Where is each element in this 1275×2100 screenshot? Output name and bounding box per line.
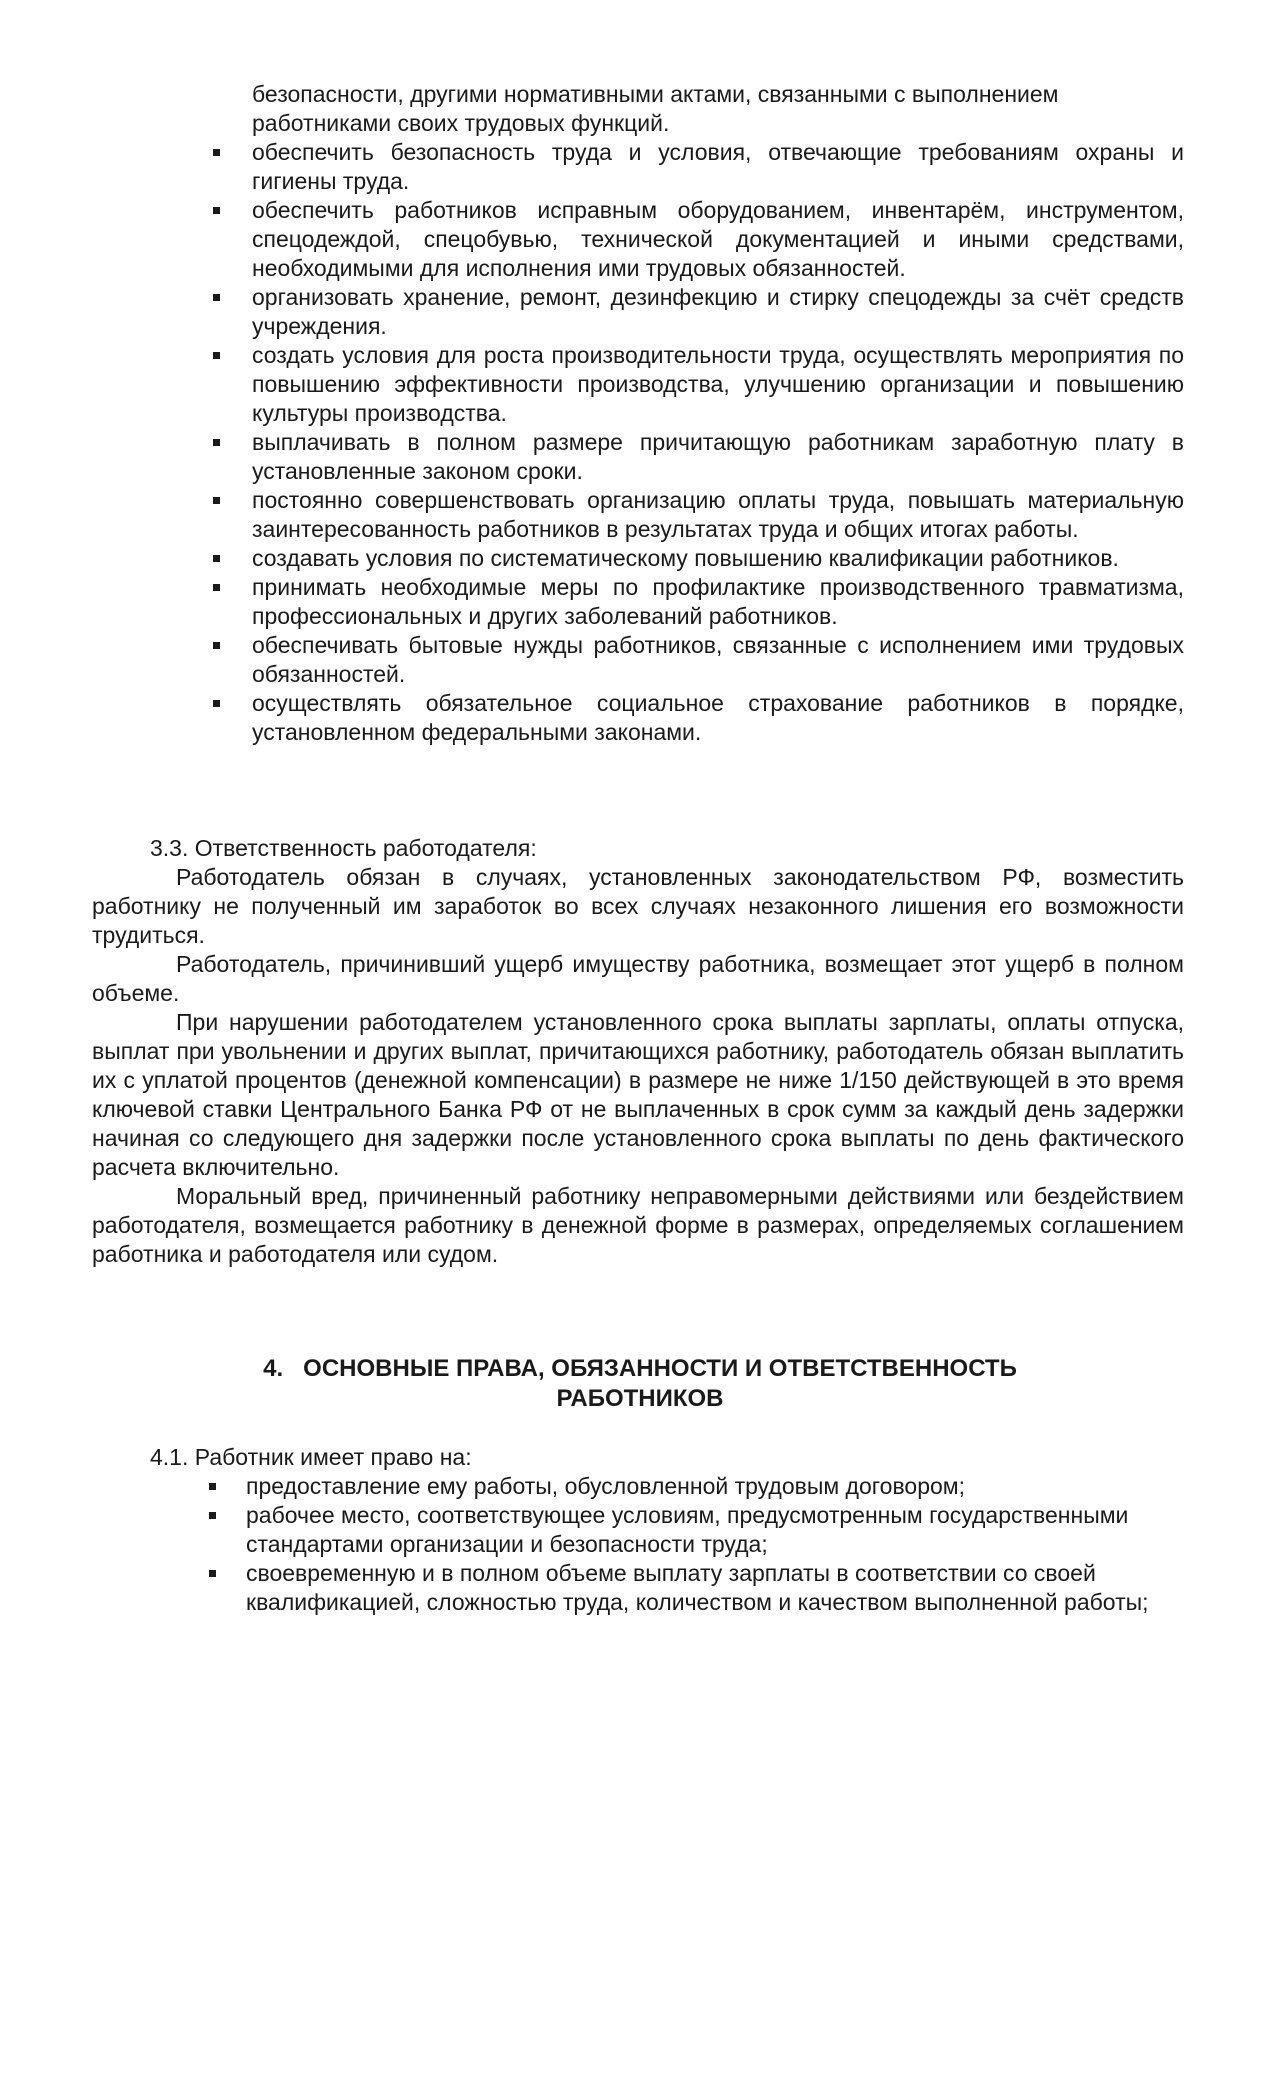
subsection-3-3-heading: 3.3. Ответственность работодателя:	[150, 835, 537, 861]
list-item-text: обеспечить работников исправным оборудованием, инвентарём, инструментом, спецодеждой, спецобувью, технической документацией и иными средствами, необходимыми для исполнения ими трудовых обязанностей.	[252, 197, 1184, 281]
employee-rights-list	[206, 1472, 1166, 1617]
list-item	[210, 486, 1184, 544]
section-title-line2: РАБОТНИКОВ	[556, 1385, 724, 1412]
paragraph: Моральный вред, причиненный работнику неправомерными действиями или бездействием работодателя, возмещается работнику в денежной форме в размерах, определяемых соглашением работника и работодателя или судом.	[92, 1183, 1184, 1267]
bullet-square-icon	[213, 584, 220, 591]
bullet-square-icon	[213, 497, 220, 504]
subsection-4-1-heading: 4.1. Работник имеет право на:	[150, 1444, 472, 1470]
list-item-text: предоставление ему работы, обусловленной трудовым договором;	[246, 1473, 965, 1499]
bullet-square-icon	[213, 439, 220, 446]
list-item-text: рабочее место, соответствующее условиям, предусмотренным государственными стандартами организации и безопасности труда;	[246, 1502, 1129, 1557]
list-item-text: принимать необходимые меры по профилактике производственного травматизма, профессиональных и других заболеваний работников.	[252, 574, 1184, 629]
list-item	[206, 1559, 1166, 1617]
list-item	[210, 283, 1184, 341]
bullet-square-icon	[213, 352, 220, 359]
list-item-text: постоянно совершенствовать организацию оплаты труда, повышать материальную заинтересованность работников в результатах труда и общих итогах работы.	[252, 487, 1184, 542]
list-item-text: создавать условия по систематическому повышению квалификации работников.	[252, 545, 1119, 571]
list-item-text: своевременную и в полном объеме выплату зарплаты в соответствии со своей квалификацией, сложностью труда, количеством и качеством выполненной работы;	[246, 1560, 1149, 1615]
bullet-square-icon	[213, 149, 220, 156]
list-item	[210, 544, 1184, 573]
section-number: 4.	[263, 1355, 284, 1382]
section-4-title	[180, 1354, 1100, 1414]
list-item	[210, 138, 1184, 196]
paragraph: При нарушении работодателем установленного срока выплаты зарплаты, оплаты отпуска, выплат при увольнении и других выплат, причитающихся работнику, работодатель обязан выплатить их с уплатой процентов (денежной компенсации) в размере не ниже 1/150 действующей в это время ключевой ставки Центрального Банка РФ от не выплаченных в срок сумм за каждый день задержки начиная со следующего дня задержки после установленного срока выплаты по день фактического расчета включительно.	[92, 1009, 1184, 1180]
list-item-text: обеспечить безопасность труда и условия, отвечающие требованиям охраны и гигиены труда.	[252, 139, 1184, 194]
bullet-square-icon	[209, 1570, 216, 1577]
bullet-square-icon	[213, 700, 220, 707]
paragraph: Работодатель обязан в случаях, установленных законодательством РФ, возместить работнику не полученный им заработок во всех случаях незаконного лишения его возможности трудиться.	[92, 864, 1184, 948]
list-item	[210, 428, 1184, 486]
list-item-text: осуществлять обязательное социальное страхование работников в порядке, установленном федеральными законами.	[252, 690, 1184, 745]
list-item	[210, 341, 1184, 428]
list-item	[210, 196, 1184, 283]
bullet-square-icon	[213, 207, 220, 214]
continuation-text: безопасности, другими нормативными актами, связанными с выполнением работниками своих трудовых функций.	[252, 81, 1059, 136]
list-item	[206, 1472, 1166, 1501]
employer-duties-list	[210, 138, 1184, 747]
bullet-square-icon	[213, 555, 220, 562]
list-item-text: создать условия для роста производительности труда, осуществлять мероприятия по повышению эффективности производства, улучшению организации и повышению культуры производства.	[252, 342, 1184, 426]
list-item	[206, 1501, 1166, 1559]
bullet-square-icon	[209, 1512, 216, 1519]
list-item-text: обеспечивать бытовые нужды работников, связанные с исполнением ими трудовых обязанностей.	[252, 632, 1184, 687]
subsection-3-3-paragraphs	[92, 863, 1184, 1269]
list-item-text: организовать хранение, ремонт, дезинфекцию и стирку спецодежды за счёт средств учреждения.	[252, 284, 1184, 339]
list-item	[210, 689, 1184, 747]
list-item	[210, 631, 1184, 689]
list-item-text: выплачивать в полном размере причитающую работникам заработную плату в установленные законом сроки.	[252, 429, 1184, 484]
list-item	[210, 573, 1184, 631]
bullet-square-icon	[213, 294, 220, 301]
section-title-line1: ОСНОВНЫЕ ПРАВА, ОБЯЗАННОСТИ И ОТВЕТСТВЕННОСТЬ	[303, 1355, 1017, 1382]
bullet-square-icon	[213, 642, 220, 649]
bullet-square-icon	[209, 1483, 216, 1490]
paragraph: Работодатель, причинивший ущерб имуществу работника, возмещает этот ущерб в полном объеме.	[92, 951, 1184, 1006]
